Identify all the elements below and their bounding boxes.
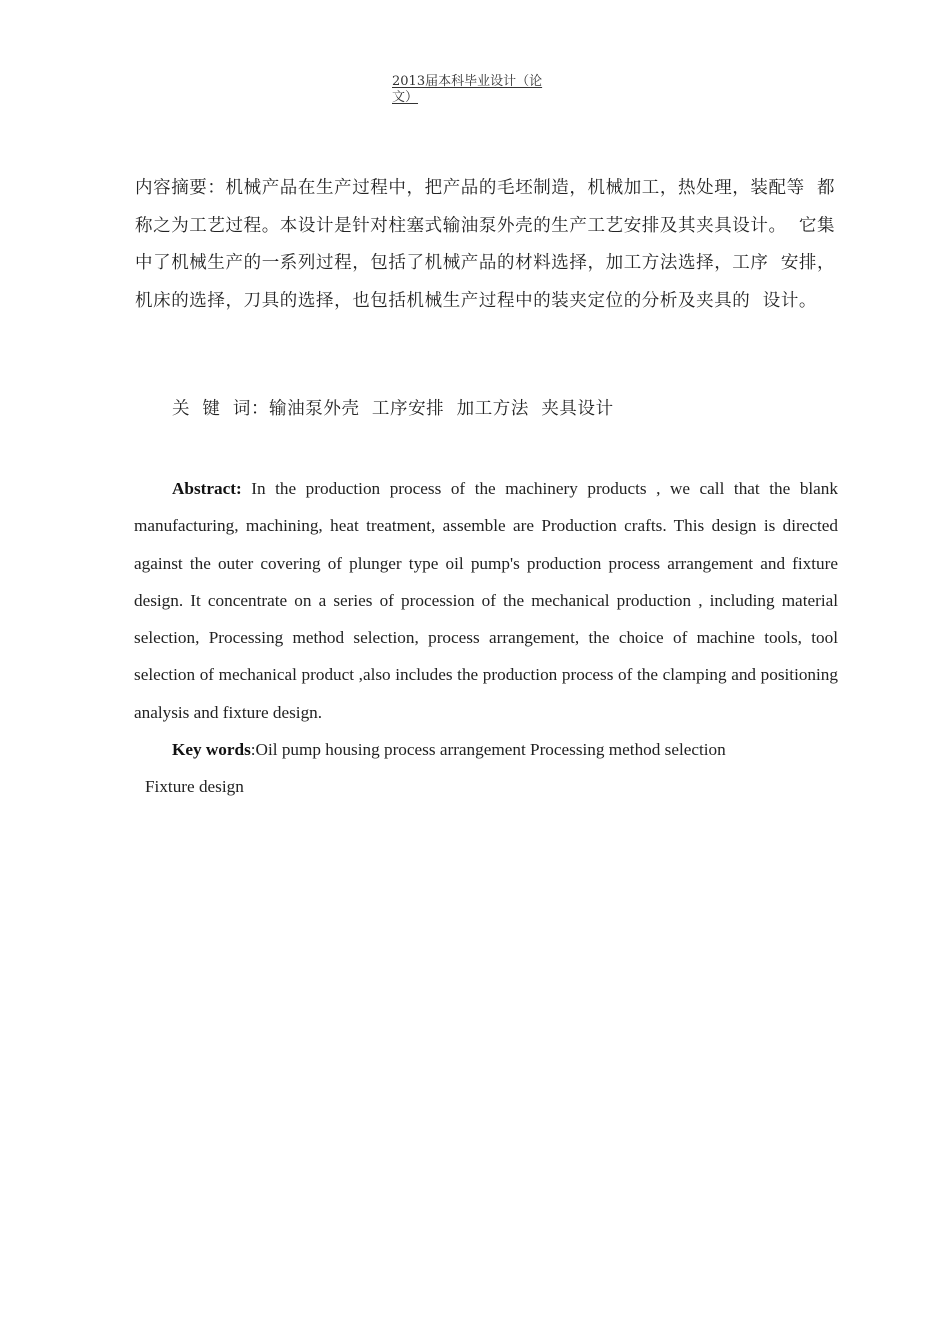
- running-header-line-1: 2013届本科毕业设计（论: [392, 74, 543, 89]
- english-abstract-body: In the production process of the machinery products , we call that the blank manufacturing, machining, heat treatment, assemble are Production crafts. This design is directed against the outer covering of plunger type oil pump's production process arrangement and fixture design. It concentrate on a series of procession of the mechanical production , including material selection, Processing method selection, process arrangement, the choice of machine tools, tool selection of mechanical product ,also includes the production process of the clamping and positioning analysis and fixture design.: [134, 479, 838, 722]
- running-header-line-2: 文）: [392, 90, 419, 105]
- english-abstract: [134, 470, 838, 731]
- english-keywords-label: Key words: [172, 740, 251, 759]
- chinese-abstract: 内容摘要：机械产品在生产过程中，把产品的毛坯制造，机械加工，热处理，装配等 都称之为工艺过程。本设计是针对柱塞式输油泵外壳的生产工艺安排及其夹具设计。 它集中了机械生产的一系列过程，包括了机械产品的材料选择，加工方法选择，工序 安排，机床的选择，刀具的选择，也包括机械生产过程中的装夹定位的分析及夹具的 设计。: [135, 178, 836, 311]
- running-header: [392, 74, 554, 106]
- english-keywords-continuation: Fixture design: [145, 777, 244, 796]
- english-keywords: [172, 731, 812, 768]
- english-abstract-label: Abstract:: [172, 479, 242, 498]
- english-keywords-text: :Oil pump housing process arrangement Processing method selection: [250, 740, 726, 759]
- chinese-keywords: 关 键 词：输油泵外壳 工序安排 加工方法 夹具设计: [172, 399, 614, 419]
